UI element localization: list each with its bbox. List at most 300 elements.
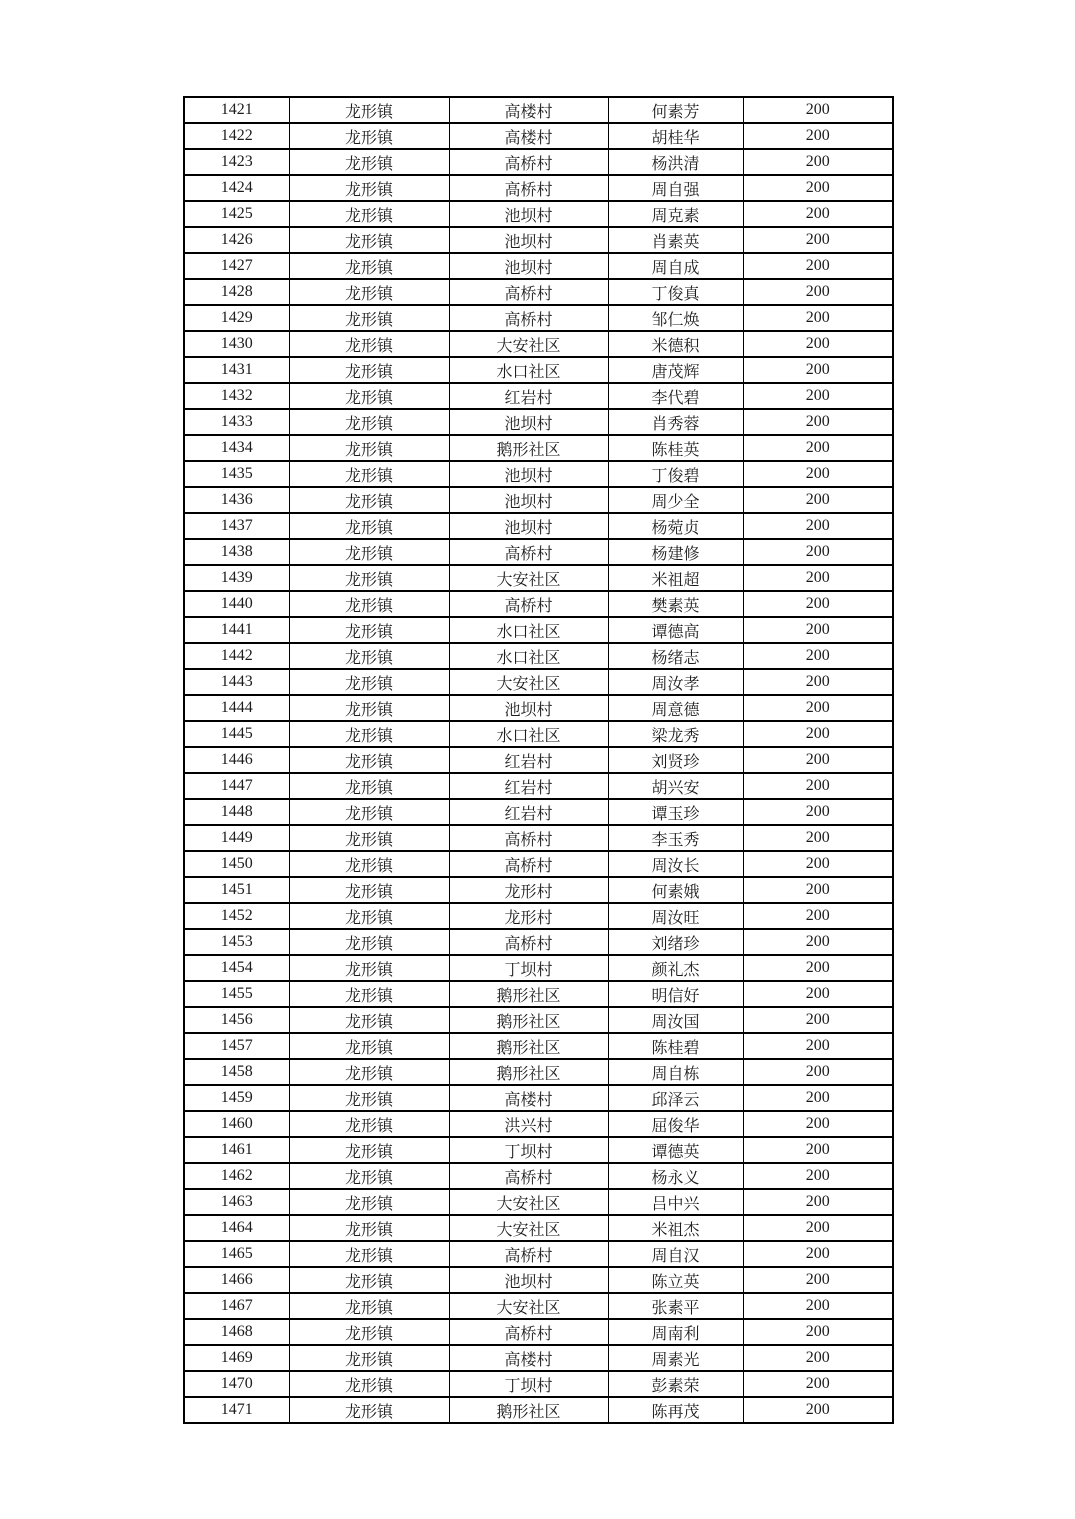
serial-cell: 1442 [184, 643, 289, 669]
village-cell: 高桥村 [449, 305, 608, 331]
town-cell: 龙形镇 [289, 1137, 449, 1163]
town-cell: 龙形镇 [289, 1163, 449, 1189]
town-cell: 龙形镇 [289, 1267, 449, 1293]
amount-cell: 200 [743, 773, 893, 799]
person-name-cell: 周汝国 [608, 1007, 743, 1033]
serial-cell: 1462 [184, 1163, 289, 1189]
table-row [184, 799, 893, 825]
town-cell: 龙形镇 [289, 669, 449, 695]
serial-cell: 1452 [184, 903, 289, 929]
table-row [184, 253, 893, 279]
town-cell: 龙形镇 [289, 747, 449, 773]
town-cell: 龙形镇 [289, 1033, 449, 1059]
town-cell: 龙形镇 [289, 435, 449, 461]
village-cell: 高楼村 [449, 1085, 608, 1111]
table-row [184, 487, 893, 513]
town-cell: 龙形镇 [289, 617, 449, 643]
serial-cell: 1441 [184, 617, 289, 643]
table-row [184, 929, 893, 955]
person-name-cell: 周自汉 [608, 1241, 743, 1267]
town-cell: 龙形镇 [289, 591, 449, 617]
village-cell: 高楼村 [449, 97, 608, 123]
serial-cell: 1470 [184, 1371, 289, 1397]
town-cell: 龙形镇 [289, 1189, 449, 1215]
serial-cell: 1465 [184, 1241, 289, 1267]
person-name-cell: 屈俊华 [608, 1111, 743, 1137]
person-name-cell: 杨洪清 [608, 149, 743, 175]
town-cell: 龙形镇 [289, 383, 449, 409]
person-name-cell: 肖秀蓉 [608, 409, 743, 435]
serial-cell: 1421 [184, 97, 289, 123]
person-name-cell: 李玉秀 [608, 825, 743, 851]
amount-cell: 200 [743, 851, 893, 877]
table-row [184, 1189, 893, 1215]
village-cell: 高楼村 [449, 123, 608, 149]
village-cell: 大安社区 [449, 669, 608, 695]
amount-cell: 200 [743, 825, 893, 851]
village-cell: 水口社区 [449, 357, 608, 383]
serial-cell: 1427 [184, 253, 289, 279]
serial-cell: 1457 [184, 1033, 289, 1059]
table-row [184, 513, 893, 539]
town-cell: 龙形镇 [289, 1293, 449, 1319]
amount-cell: 200 [743, 1189, 893, 1215]
roster-table-body [184, 97, 893, 1423]
town-cell: 龙形镇 [289, 721, 449, 747]
amount-cell: 200 [743, 149, 893, 175]
village-cell: 水口社区 [449, 643, 608, 669]
amount-cell: 200 [743, 279, 893, 305]
serial-cell: 1429 [184, 305, 289, 331]
table-row [184, 357, 893, 383]
village-cell: 高桥村 [449, 539, 608, 565]
person-name-cell: 米祖杰 [608, 1215, 743, 1241]
village-cell: 池坝村 [449, 461, 608, 487]
village-cell: 鹅形社区 [449, 1397, 608, 1423]
table-row [184, 1111, 893, 1137]
person-name-cell: 杨菀贞 [608, 513, 743, 539]
village-cell: 高桥村 [449, 851, 608, 877]
table-row [184, 1085, 893, 1111]
village-cell: 红岩村 [449, 773, 608, 799]
person-name-cell: 邹仁焕 [608, 305, 743, 331]
table-row [184, 955, 893, 981]
town-cell: 龙形镇 [289, 357, 449, 383]
amount-cell: 200 [743, 357, 893, 383]
amount-cell: 200 [743, 1085, 893, 1111]
amount-cell: 200 [743, 1293, 893, 1319]
person-name-cell: 梁龙秀 [608, 721, 743, 747]
amount-cell: 200 [743, 617, 893, 643]
amount-cell: 200 [743, 409, 893, 435]
town-cell: 龙形镇 [289, 97, 449, 123]
serial-cell: 1464 [184, 1215, 289, 1241]
person-name-cell: 吕中兴 [608, 1189, 743, 1215]
table-row [184, 1345, 893, 1371]
amount-cell: 200 [743, 1345, 893, 1371]
person-name-cell: 肖素英 [608, 227, 743, 253]
town-cell: 龙形镇 [289, 305, 449, 331]
serial-cell: 1446 [184, 747, 289, 773]
serial-cell: 1424 [184, 175, 289, 201]
village-cell: 高桥村 [449, 929, 608, 955]
serial-cell: 1443 [184, 669, 289, 695]
person-name-cell: 何素娥 [608, 877, 743, 903]
serial-cell: 1432 [184, 383, 289, 409]
table-row [184, 747, 893, 773]
village-cell: 鹅形社区 [449, 1033, 608, 1059]
amount-cell: 200 [743, 1163, 893, 1189]
amount-cell: 200 [743, 97, 893, 123]
person-name-cell: 张素平 [608, 1293, 743, 1319]
village-cell: 高桥村 [449, 1241, 608, 1267]
town-cell: 龙形镇 [289, 643, 449, 669]
town-cell: 龙形镇 [289, 1059, 449, 1085]
serial-cell: 1449 [184, 825, 289, 851]
town-cell: 龙形镇 [289, 1085, 449, 1111]
town-cell: 龙形镇 [289, 409, 449, 435]
village-cell: 池坝村 [449, 253, 608, 279]
town-cell: 龙形镇 [289, 825, 449, 851]
amount-cell: 200 [743, 1007, 893, 1033]
village-cell: 高桥村 [449, 279, 608, 305]
table-row [184, 1267, 893, 1293]
village-cell: 池坝村 [449, 513, 608, 539]
amount-cell: 200 [743, 1137, 893, 1163]
village-cell: 红岩村 [449, 747, 608, 773]
serial-cell: 1423 [184, 149, 289, 175]
person-name-cell: 邱泽云 [608, 1085, 743, 1111]
amount-cell: 200 [743, 669, 893, 695]
amount-cell: 200 [743, 695, 893, 721]
person-name-cell: 杨永义 [608, 1163, 743, 1189]
amount-cell: 200 [743, 1397, 893, 1423]
serial-cell: 1437 [184, 513, 289, 539]
village-cell: 池坝村 [449, 1267, 608, 1293]
table-row [184, 331, 893, 357]
serial-cell: 1428 [184, 279, 289, 305]
town-cell: 龙形镇 [289, 1371, 449, 1397]
person-name-cell: 丁俊碧 [608, 461, 743, 487]
person-name-cell: 周汝旺 [608, 903, 743, 929]
table-row [184, 1241, 893, 1267]
village-cell: 高楼村 [449, 1345, 608, 1371]
person-name-cell: 米德积 [608, 331, 743, 357]
serial-cell: 1435 [184, 461, 289, 487]
town-cell: 龙形镇 [289, 903, 449, 929]
person-name-cell: 彭素荣 [608, 1371, 743, 1397]
amount-cell: 200 [743, 201, 893, 227]
person-name-cell: 周少全 [608, 487, 743, 513]
town-cell: 龙形镇 [289, 175, 449, 201]
person-name-cell: 颜礼杰 [608, 955, 743, 981]
town-cell: 龙形镇 [289, 253, 449, 279]
village-cell: 水口社区 [449, 721, 608, 747]
person-name-cell: 陈立英 [608, 1267, 743, 1293]
village-cell: 红岩村 [449, 799, 608, 825]
amount-cell: 200 [743, 1059, 893, 1085]
serial-cell: 1455 [184, 981, 289, 1007]
table-row [184, 565, 893, 591]
town-cell: 龙形镇 [289, 1345, 449, 1371]
amount-cell: 200 [743, 799, 893, 825]
table-row [184, 1059, 893, 1085]
table-row [184, 305, 893, 331]
table-row [184, 825, 893, 851]
amount-cell: 200 [743, 461, 893, 487]
amount-cell: 200 [743, 227, 893, 253]
amount-cell: 200 [743, 513, 893, 539]
village-cell: 高桥村 [449, 591, 608, 617]
table-row [184, 435, 893, 461]
table-row [184, 1033, 893, 1059]
town-cell: 龙形镇 [289, 487, 449, 513]
village-cell: 大安社区 [449, 565, 608, 591]
person-name-cell: 周自栋 [608, 1059, 743, 1085]
town-cell: 龙形镇 [289, 201, 449, 227]
village-cell: 池坝村 [449, 201, 608, 227]
serial-cell: 1447 [184, 773, 289, 799]
person-name-cell: 唐茂辉 [608, 357, 743, 383]
amount-cell: 200 [743, 1267, 893, 1293]
table-row [184, 721, 893, 747]
town-cell: 龙形镇 [289, 877, 449, 903]
amount-cell: 200 [743, 1033, 893, 1059]
person-name-cell: 陈桂碧 [608, 1033, 743, 1059]
village-cell: 大安社区 [449, 331, 608, 357]
table-row [184, 97, 893, 123]
village-cell: 鹅形社区 [449, 1007, 608, 1033]
amount-cell: 200 [743, 747, 893, 773]
serial-cell: 1444 [184, 695, 289, 721]
person-name-cell: 谭德英 [608, 1137, 743, 1163]
table-row [184, 175, 893, 201]
person-name-cell: 陈再茂 [608, 1397, 743, 1423]
village-cell: 鹅形社区 [449, 435, 608, 461]
town-cell: 龙形镇 [289, 695, 449, 721]
amount-cell: 200 [743, 929, 893, 955]
table-row [184, 903, 893, 929]
person-name-cell: 周自成 [608, 253, 743, 279]
person-name-cell: 周克素 [608, 201, 743, 227]
person-name-cell: 胡兴安 [608, 773, 743, 799]
serial-cell: 1460 [184, 1111, 289, 1137]
town-cell: 龙形镇 [289, 149, 449, 175]
table-row [184, 123, 893, 149]
village-cell: 水口社区 [449, 617, 608, 643]
town-cell: 龙形镇 [289, 279, 449, 305]
serial-cell: 1436 [184, 487, 289, 513]
serial-cell: 1463 [184, 1189, 289, 1215]
village-cell: 鹅形社区 [449, 1059, 608, 1085]
amount-cell: 200 [743, 591, 893, 617]
amount-cell: 200 [743, 955, 893, 981]
serial-cell: 1459 [184, 1085, 289, 1111]
table-row [184, 279, 893, 305]
person-name-cell: 刘贤珍 [608, 747, 743, 773]
amount-cell: 200 [743, 253, 893, 279]
serial-cell: 1430 [184, 331, 289, 357]
table-row [184, 461, 893, 487]
village-cell: 红岩村 [449, 383, 608, 409]
serial-cell: 1445 [184, 721, 289, 747]
serial-cell: 1433 [184, 409, 289, 435]
serial-cell: 1431 [184, 357, 289, 383]
serial-cell: 1439 [184, 565, 289, 591]
serial-cell: 1438 [184, 539, 289, 565]
person-name-cell: 周汝长 [608, 851, 743, 877]
table-row [184, 1215, 893, 1241]
amount-cell: 200 [743, 331, 893, 357]
amount-cell: 200 [743, 1371, 893, 1397]
amount-cell: 200 [743, 981, 893, 1007]
town-cell: 龙形镇 [289, 1215, 449, 1241]
village-cell: 丁坝村 [449, 1371, 608, 1397]
village-cell: 高桥村 [449, 825, 608, 851]
subsidy-roster-table [183, 96, 894, 1424]
town-cell: 龙形镇 [289, 1111, 449, 1137]
table-row [184, 643, 893, 669]
town-cell: 龙形镇 [289, 981, 449, 1007]
table-row [184, 1163, 893, 1189]
table-row [184, 1397, 893, 1423]
person-name-cell: 周自强 [608, 175, 743, 201]
village-cell: 丁坝村 [449, 955, 608, 981]
town-cell: 龙形镇 [289, 1319, 449, 1345]
table-row [184, 1007, 893, 1033]
serial-cell: 1471 [184, 1397, 289, 1423]
table-row [184, 981, 893, 1007]
amount-cell: 200 [743, 1319, 893, 1345]
amount-cell: 200 [743, 435, 893, 461]
table-row [184, 877, 893, 903]
table-row [184, 1371, 893, 1397]
amount-cell: 200 [743, 1215, 893, 1241]
amount-cell: 200 [743, 1241, 893, 1267]
amount-cell: 200 [743, 721, 893, 747]
serial-cell: 1468 [184, 1319, 289, 1345]
village-cell: 池坝村 [449, 227, 608, 253]
village-cell: 大安社区 [449, 1189, 608, 1215]
village-cell: 大安社区 [449, 1215, 608, 1241]
town-cell: 龙形镇 [289, 1241, 449, 1267]
town-cell: 龙形镇 [289, 513, 449, 539]
town-cell: 龙形镇 [289, 123, 449, 149]
amount-cell: 200 [743, 1111, 893, 1137]
table-row [184, 201, 893, 227]
table-row [184, 773, 893, 799]
table-row [184, 1293, 893, 1319]
serial-cell: 1434 [184, 435, 289, 461]
table-row [184, 409, 893, 435]
town-cell: 龙形镇 [289, 331, 449, 357]
town-cell: 龙形镇 [289, 799, 449, 825]
table-row [184, 1137, 893, 1163]
village-cell: 龙形村 [449, 903, 608, 929]
village-cell: 洪兴村 [449, 1111, 608, 1137]
person-name-cell: 谭玉珍 [608, 799, 743, 825]
person-name-cell: 丁俊真 [608, 279, 743, 305]
town-cell: 龙形镇 [289, 851, 449, 877]
amount-cell: 200 [743, 305, 893, 331]
serial-cell: 1426 [184, 227, 289, 253]
serial-cell: 1450 [184, 851, 289, 877]
serial-cell: 1456 [184, 1007, 289, 1033]
amount-cell: 200 [743, 903, 893, 929]
amount-cell: 200 [743, 877, 893, 903]
serial-cell: 1454 [184, 955, 289, 981]
village-cell: 池坝村 [449, 409, 608, 435]
person-name-cell: 明信好 [608, 981, 743, 1007]
village-cell: 高桥村 [449, 1163, 608, 1189]
village-cell: 鹅形社区 [449, 981, 608, 1007]
town-cell: 龙形镇 [289, 929, 449, 955]
serial-cell: 1458 [184, 1059, 289, 1085]
amount-cell: 200 [743, 565, 893, 591]
serial-cell: 1469 [184, 1345, 289, 1371]
person-name-cell: 樊素英 [608, 591, 743, 617]
serial-cell: 1461 [184, 1137, 289, 1163]
amount-cell: 200 [743, 383, 893, 409]
table-row [184, 149, 893, 175]
village-cell: 高桥村 [449, 1319, 608, 1345]
town-cell: 龙形镇 [289, 955, 449, 981]
person-name-cell: 刘绪珍 [608, 929, 743, 955]
table-row [184, 227, 893, 253]
amount-cell: 200 [743, 643, 893, 669]
town-cell: 龙形镇 [289, 539, 449, 565]
person-name-cell: 杨绪志 [608, 643, 743, 669]
town-cell: 龙形镇 [289, 565, 449, 591]
serial-cell: 1422 [184, 123, 289, 149]
town-cell: 龙形镇 [289, 227, 449, 253]
town-cell: 龙形镇 [289, 1007, 449, 1033]
table-row [184, 669, 893, 695]
table-row [184, 1319, 893, 1345]
serial-cell: 1425 [184, 201, 289, 227]
serial-cell: 1451 [184, 877, 289, 903]
person-name-cell: 周意德 [608, 695, 743, 721]
village-cell: 池坝村 [449, 487, 608, 513]
village-cell: 丁坝村 [449, 1137, 608, 1163]
table-row [184, 539, 893, 565]
person-name-cell: 何素芳 [608, 97, 743, 123]
person-name-cell: 杨建修 [608, 539, 743, 565]
person-name-cell: 米祖超 [608, 565, 743, 591]
town-cell: 龙形镇 [289, 1397, 449, 1423]
village-cell: 池坝村 [449, 695, 608, 721]
town-cell: 龙形镇 [289, 461, 449, 487]
person-name-cell: 陈桂英 [608, 435, 743, 461]
table-row [184, 617, 893, 643]
serial-cell: 1440 [184, 591, 289, 617]
table-row [184, 695, 893, 721]
amount-cell: 200 [743, 175, 893, 201]
serial-cell: 1466 [184, 1267, 289, 1293]
person-name-cell: 周南利 [608, 1319, 743, 1345]
town-cell: 龙形镇 [289, 773, 449, 799]
serial-cell: 1448 [184, 799, 289, 825]
amount-cell: 200 [743, 487, 893, 513]
amount-cell: 200 [743, 123, 893, 149]
amount-cell: 200 [743, 539, 893, 565]
person-name-cell: 周汝孝 [608, 669, 743, 695]
serial-cell: 1453 [184, 929, 289, 955]
village-cell: 高桥村 [449, 149, 608, 175]
person-name-cell: 周素光 [608, 1345, 743, 1371]
table-row [184, 383, 893, 409]
table-row [184, 591, 893, 617]
